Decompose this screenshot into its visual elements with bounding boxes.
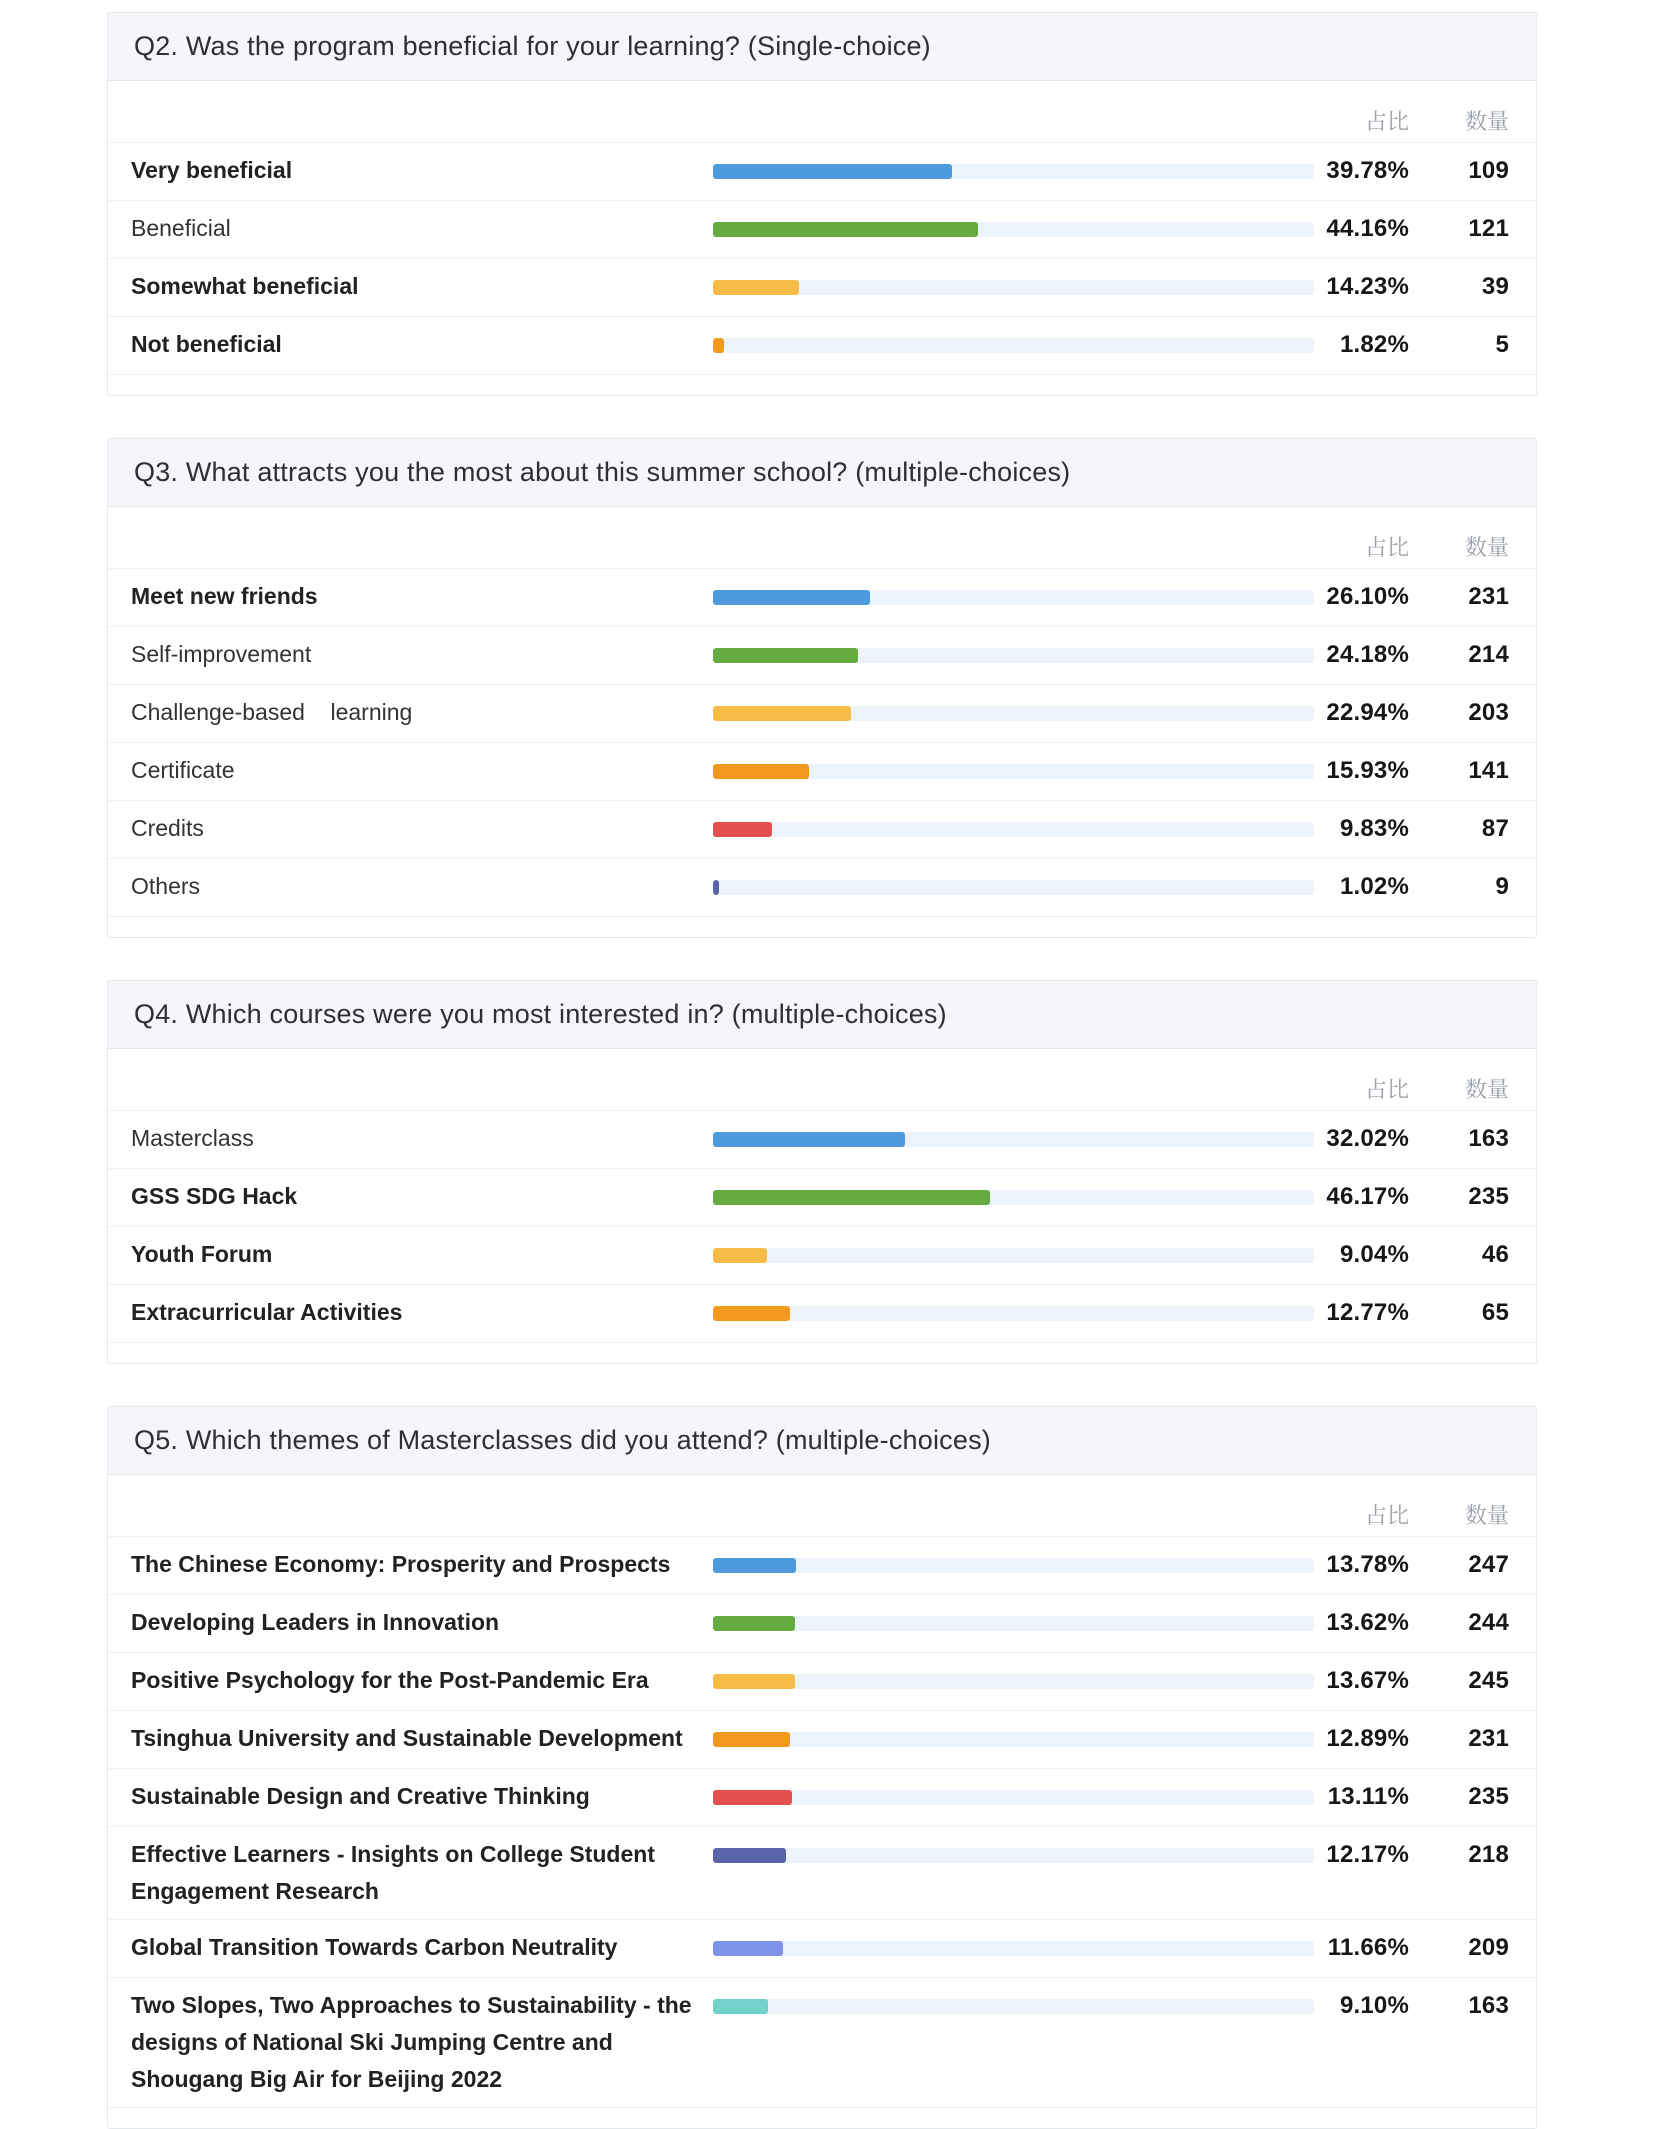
count-column-header: 数量 — [1464, 1503, 1509, 1528]
bar-fill — [713, 706, 851, 721]
bar-track — [713, 1848, 1314, 1863]
count-value: 65 — [1481, 1299, 1509, 1326]
answer-row — [108, 1284, 1536, 1343]
count-value: 121 — [1468, 215, 1509, 242]
percent-cell — [1314, 801, 1409, 857]
percent-value: 9.83% — [1339, 815, 1409, 842]
bar-fill — [713, 1306, 790, 1321]
bar-fill — [713, 1790, 792, 1805]
count-cell — [1409, 1653, 1509, 1709]
answer-row — [108, 742, 1536, 800]
count-value: 245 — [1468, 1667, 1509, 1694]
bar-track — [713, 706, 1314, 721]
ratio-column-header: 占比 — [1364, 1077, 1409, 1102]
count-cell — [1409, 201, 1509, 257]
bar-fill — [713, 1999, 768, 2014]
percent-cell — [1314, 1537, 1409, 1593]
percent-cell — [1314, 1769, 1409, 1825]
percent-cell — [1314, 201, 1409, 257]
percent-cell — [1314, 1711, 1409, 1767]
percent-value: 22.94% — [1326, 699, 1409, 726]
bar-track — [713, 764, 1314, 779]
option-label: Sustainable Design and Creative Thinking — [131, 1783, 590, 1809]
option-label: Extracurricular Activities — [131, 1299, 403, 1325]
answer-row — [108, 1977, 1536, 2108]
option-label: Self-improvement — [131, 641, 312, 667]
percent-value: 24.18% — [1326, 641, 1409, 668]
rows — [108, 1110, 1536, 1363]
bar-fill — [713, 880, 719, 895]
option-label: Others — [131, 873, 201, 899]
survey-results-page — [0, 12, 1653, 2092]
count-cell — [1409, 1111, 1509, 1167]
count-cell — [1409, 1169, 1509, 1225]
count-cell — [1409, 1769, 1509, 1825]
bar-track — [713, 164, 1314, 179]
bar-track — [713, 590, 1314, 605]
bar-fill — [713, 1616, 795, 1631]
count-cell — [1409, 143, 1509, 199]
percent-value: 1.82% — [1339, 331, 1409, 358]
bar-track — [713, 222, 1314, 237]
count-value: 231 — [1468, 1725, 1509, 1752]
answer-row — [108, 1652, 1536, 1710]
percent-value: 32.02% — [1326, 1125, 1409, 1152]
bar-fill — [713, 590, 870, 605]
option-label: Tsinghua University and Sustainable Development — [131, 1725, 683, 1751]
percent-cell — [1314, 1169, 1409, 1225]
bar-track — [713, 1248, 1314, 1263]
bar-track — [713, 1306, 1314, 1321]
count-column-header: 数量 — [1464, 1077, 1509, 1102]
count-cell — [1409, 1827, 1509, 1883]
bar-cell — [713, 259, 1314, 315]
count-value: 231 — [1468, 583, 1509, 610]
count-cell — [1409, 1595, 1509, 1651]
percent-cell — [1314, 259, 1409, 315]
bar-cell — [713, 1920, 1314, 1976]
count-column-header: 数量 — [1464, 109, 1509, 134]
option-label: Very beneficial — [131, 157, 293, 183]
question-header — [108, 1407, 1536, 1475]
percent-value: 9.04% — [1339, 1241, 1409, 1268]
percent-value: 9.10% — [1339, 1992, 1409, 2019]
bar-fill — [713, 1132, 905, 1147]
count-value: 218 — [1468, 1841, 1509, 1868]
percent-value: 13.78% — [1326, 1551, 1409, 1578]
answer-row — [108, 316, 1536, 375]
percent-cell — [1314, 1920, 1409, 1976]
bar-cell — [713, 143, 1314, 199]
bar-fill — [713, 1848, 786, 1863]
count-value: 235 — [1468, 1183, 1509, 1210]
count-value: 214 — [1468, 641, 1509, 668]
percent-value: 11.66% — [1327, 1934, 1409, 1961]
count-cell — [1409, 1711, 1509, 1767]
bar-cell — [713, 1711, 1314, 1767]
percent-cell — [1314, 1111, 1409, 1167]
bar-fill — [713, 1190, 990, 1205]
bar-track — [713, 280, 1314, 295]
bar-fill — [713, 1558, 796, 1573]
answer-row — [108, 1168, 1536, 1226]
percent-value: 44.16% — [1326, 215, 1409, 242]
percent-cell — [1314, 143, 1409, 199]
question-title: Q2. Was the program beneficial for your learning? (Single-choice) — [134, 31, 931, 61]
percent-cell — [1314, 1285, 1409, 1341]
bar-track — [713, 648, 1314, 663]
percent-value: 39.78% — [1326, 157, 1409, 184]
option-label: Developing Leaders in Innovation — [131, 1609, 500, 1635]
question-header — [108, 13, 1536, 81]
percent-cell — [1314, 569, 1409, 625]
percent-cell — [1314, 1595, 1409, 1651]
bar-cell — [713, 1285, 1314, 1341]
option-label: Credits — [131, 815, 204, 841]
bar-track — [713, 1999, 1314, 2014]
option-label: Not beneficial — [131, 331, 282, 357]
bar-fill — [713, 338, 724, 353]
bar-fill — [713, 1674, 795, 1689]
bar-cell — [713, 1978, 1314, 2034]
bar-track — [713, 1190, 1314, 1205]
percent-cell — [1314, 1978, 1409, 2034]
option-label: Positive Psychology for the Post-Pandemic Era — [131, 1667, 649, 1693]
option-label: Meet new friends — [131, 583, 318, 609]
bar-fill — [713, 1941, 783, 1956]
count-value: 244 — [1468, 1609, 1509, 1636]
answer-row — [108, 1768, 1536, 1826]
count-value: 247 — [1468, 1551, 1509, 1578]
bar-track — [713, 1674, 1314, 1689]
option-label: Challenge-based learning — [131, 699, 413, 725]
count-value: 203 — [1468, 699, 1509, 726]
option-label: GSS SDG Hack — [131, 1183, 298, 1209]
answer-row — [108, 142, 1536, 200]
count-cell — [1409, 859, 1509, 915]
answer-row — [108, 1110, 1536, 1168]
answer-row — [108, 858, 1536, 917]
percent-value: 46.17% — [1326, 1183, 1409, 1210]
bar-track — [713, 822, 1314, 837]
bar-cell — [713, 627, 1314, 683]
count-cell — [1409, 627, 1509, 683]
bar-track — [713, 1790, 1314, 1805]
question-header — [108, 981, 1536, 1049]
bar-cell — [713, 1111, 1314, 1167]
count-value: 209 — [1468, 1934, 1509, 1961]
question-title: Q5. Which themes of Masterclasses did you attend? (multiple-choices) — [134, 1425, 991, 1455]
count-value: 235 — [1468, 1783, 1509, 1810]
bar-cell — [713, 1653, 1314, 1709]
bar-cell — [713, 1769, 1314, 1825]
bar-track — [713, 338, 1314, 353]
percent-value: 13.11% — [1327, 1783, 1409, 1810]
option-label: Global Transition Towards Carbon Neutrality — [131, 1934, 618, 1960]
count-value: 9 — [1495, 873, 1509, 900]
count-cell — [1409, 685, 1509, 741]
option-label: Somewhat beneficial — [131, 273, 359, 299]
count-cell — [1409, 1920, 1509, 1976]
survey-results — [0, 12, 1653, 2129]
answer-row — [108, 258, 1536, 316]
bar-track — [713, 880, 1314, 895]
rows — [108, 1536, 1536, 2128]
count-value: 87 — [1481, 815, 1509, 842]
bar-cell — [713, 1827, 1314, 1883]
answer-row — [108, 800, 1536, 858]
bar-track — [713, 1616, 1314, 1631]
percent-cell — [1314, 1827, 1409, 1883]
answer-row — [108, 1226, 1536, 1284]
count-value: 39 — [1481, 273, 1509, 300]
bar-fill — [713, 1248, 767, 1263]
percent-cell — [1314, 743, 1409, 799]
count-cell — [1409, 569, 1509, 625]
answer-row — [108, 1826, 1536, 1919]
question-title: Q3. What attracts you the most about this summer school? (multiple-choices) — [134, 457, 1071, 487]
bar-cell — [713, 859, 1314, 915]
percent-cell — [1314, 627, 1409, 683]
count-cell — [1409, 1227, 1509, 1283]
bar-cell — [713, 685, 1314, 741]
question-panel — [107, 980, 1537, 1364]
count-value: 46 — [1481, 1241, 1509, 1268]
bar-track — [713, 1558, 1314, 1573]
question-title: Q4. Which courses were you most interested in? (multiple-choices) — [134, 999, 947, 1029]
answer-row — [108, 1536, 1536, 1594]
bar-fill — [713, 764, 809, 779]
bar-cell — [713, 1169, 1314, 1225]
percent-cell — [1314, 1227, 1409, 1283]
bar-fill — [713, 822, 772, 837]
answer-row — [108, 684, 1536, 742]
count-value: 163 — [1468, 1125, 1509, 1152]
option-label: The Chinese Economy: Prosperity and Prospects — [131, 1551, 671, 1577]
columns-header-row — [108, 81, 1536, 142]
answer-row — [108, 1710, 1536, 1768]
bar-cell — [713, 1537, 1314, 1593]
answer-row — [108, 568, 1536, 626]
question-header — [108, 439, 1536, 507]
count-value: 163 — [1468, 1992, 1509, 2019]
bar-cell — [713, 1595, 1314, 1651]
bar-cell — [713, 801, 1314, 857]
count-value: 141 — [1468, 757, 1509, 784]
percent-value: 15.93% — [1326, 757, 1409, 784]
ratio-column-header: 占比 — [1364, 535, 1409, 560]
option-label: Certificate — [131, 757, 235, 783]
count-column-header: 数量 — [1464, 535, 1509, 560]
option-label: Masterclass — [131, 1125, 254, 1151]
count-cell — [1409, 1537, 1509, 1593]
bar-track — [713, 1732, 1314, 1747]
columns-header-row — [108, 1049, 1536, 1110]
bar-fill — [713, 222, 978, 237]
percent-value: 14.23% — [1326, 273, 1409, 300]
percent-value: 13.62% — [1326, 1609, 1409, 1636]
percent-value: 1.02% — [1339, 873, 1409, 900]
bar-fill — [713, 280, 799, 295]
bar-fill — [713, 164, 952, 179]
percent-cell — [1314, 859, 1409, 915]
percent-value: 26.10% — [1326, 583, 1409, 610]
question-panel — [107, 438, 1537, 938]
rows — [108, 142, 1536, 395]
columns-header-row — [108, 1475, 1536, 1536]
count-cell — [1409, 259, 1509, 315]
bar-cell — [713, 569, 1314, 625]
percent-value: 13.67% — [1326, 1667, 1409, 1694]
percent-cell — [1314, 685, 1409, 741]
ratio-column-header: 占比 — [1364, 109, 1409, 134]
columns-header-row — [108, 507, 1536, 568]
bar-fill — [713, 1732, 790, 1747]
answer-row — [108, 1594, 1536, 1652]
bar-fill — [713, 648, 858, 663]
answer-row — [108, 1919, 1536, 1977]
percent-value: 12.17% — [1326, 1841, 1409, 1868]
bar-track — [713, 1941, 1314, 1956]
percent-cell — [1314, 317, 1409, 373]
option-label: Two Slopes, Two Approaches to Sustainability - the designs of National Ski Jumping Centre and Shougang Big Air for Beijing 2022 — [131, 1992, 698, 2092]
bar-cell — [713, 317, 1314, 373]
answer-row — [108, 200, 1536, 258]
count-value: 109 — [1468, 157, 1509, 184]
percent-value: 12.77% — [1326, 1299, 1409, 1326]
count-cell — [1409, 317, 1509, 373]
count-cell — [1409, 801, 1509, 857]
option-label: Youth Forum — [131, 1241, 273, 1267]
bar-cell — [713, 1227, 1314, 1283]
question-panel — [107, 1406, 1537, 2129]
option-label: Effective Learners - Insights on College Student Engagement Research — [131, 1841, 662, 1904]
count-value: 5 — [1495, 331, 1509, 358]
bar-track — [713, 1132, 1314, 1147]
count-cell — [1409, 1978, 1509, 2034]
answer-row — [108, 626, 1536, 684]
count-cell — [1409, 743, 1509, 799]
percent-cell — [1314, 1653, 1409, 1709]
bar-cell — [713, 201, 1314, 257]
percent-value: 12.89% — [1326, 1725, 1409, 1752]
count-cell — [1409, 1285, 1509, 1341]
question-panel — [107, 12, 1537, 396]
rows — [108, 568, 1536, 937]
bar-cell — [713, 743, 1314, 799]
option-label: Beneficial — [131, 215, 231, 241]
ratio-column-header: 占比 — [1364, 1503, 1409, 1528]
